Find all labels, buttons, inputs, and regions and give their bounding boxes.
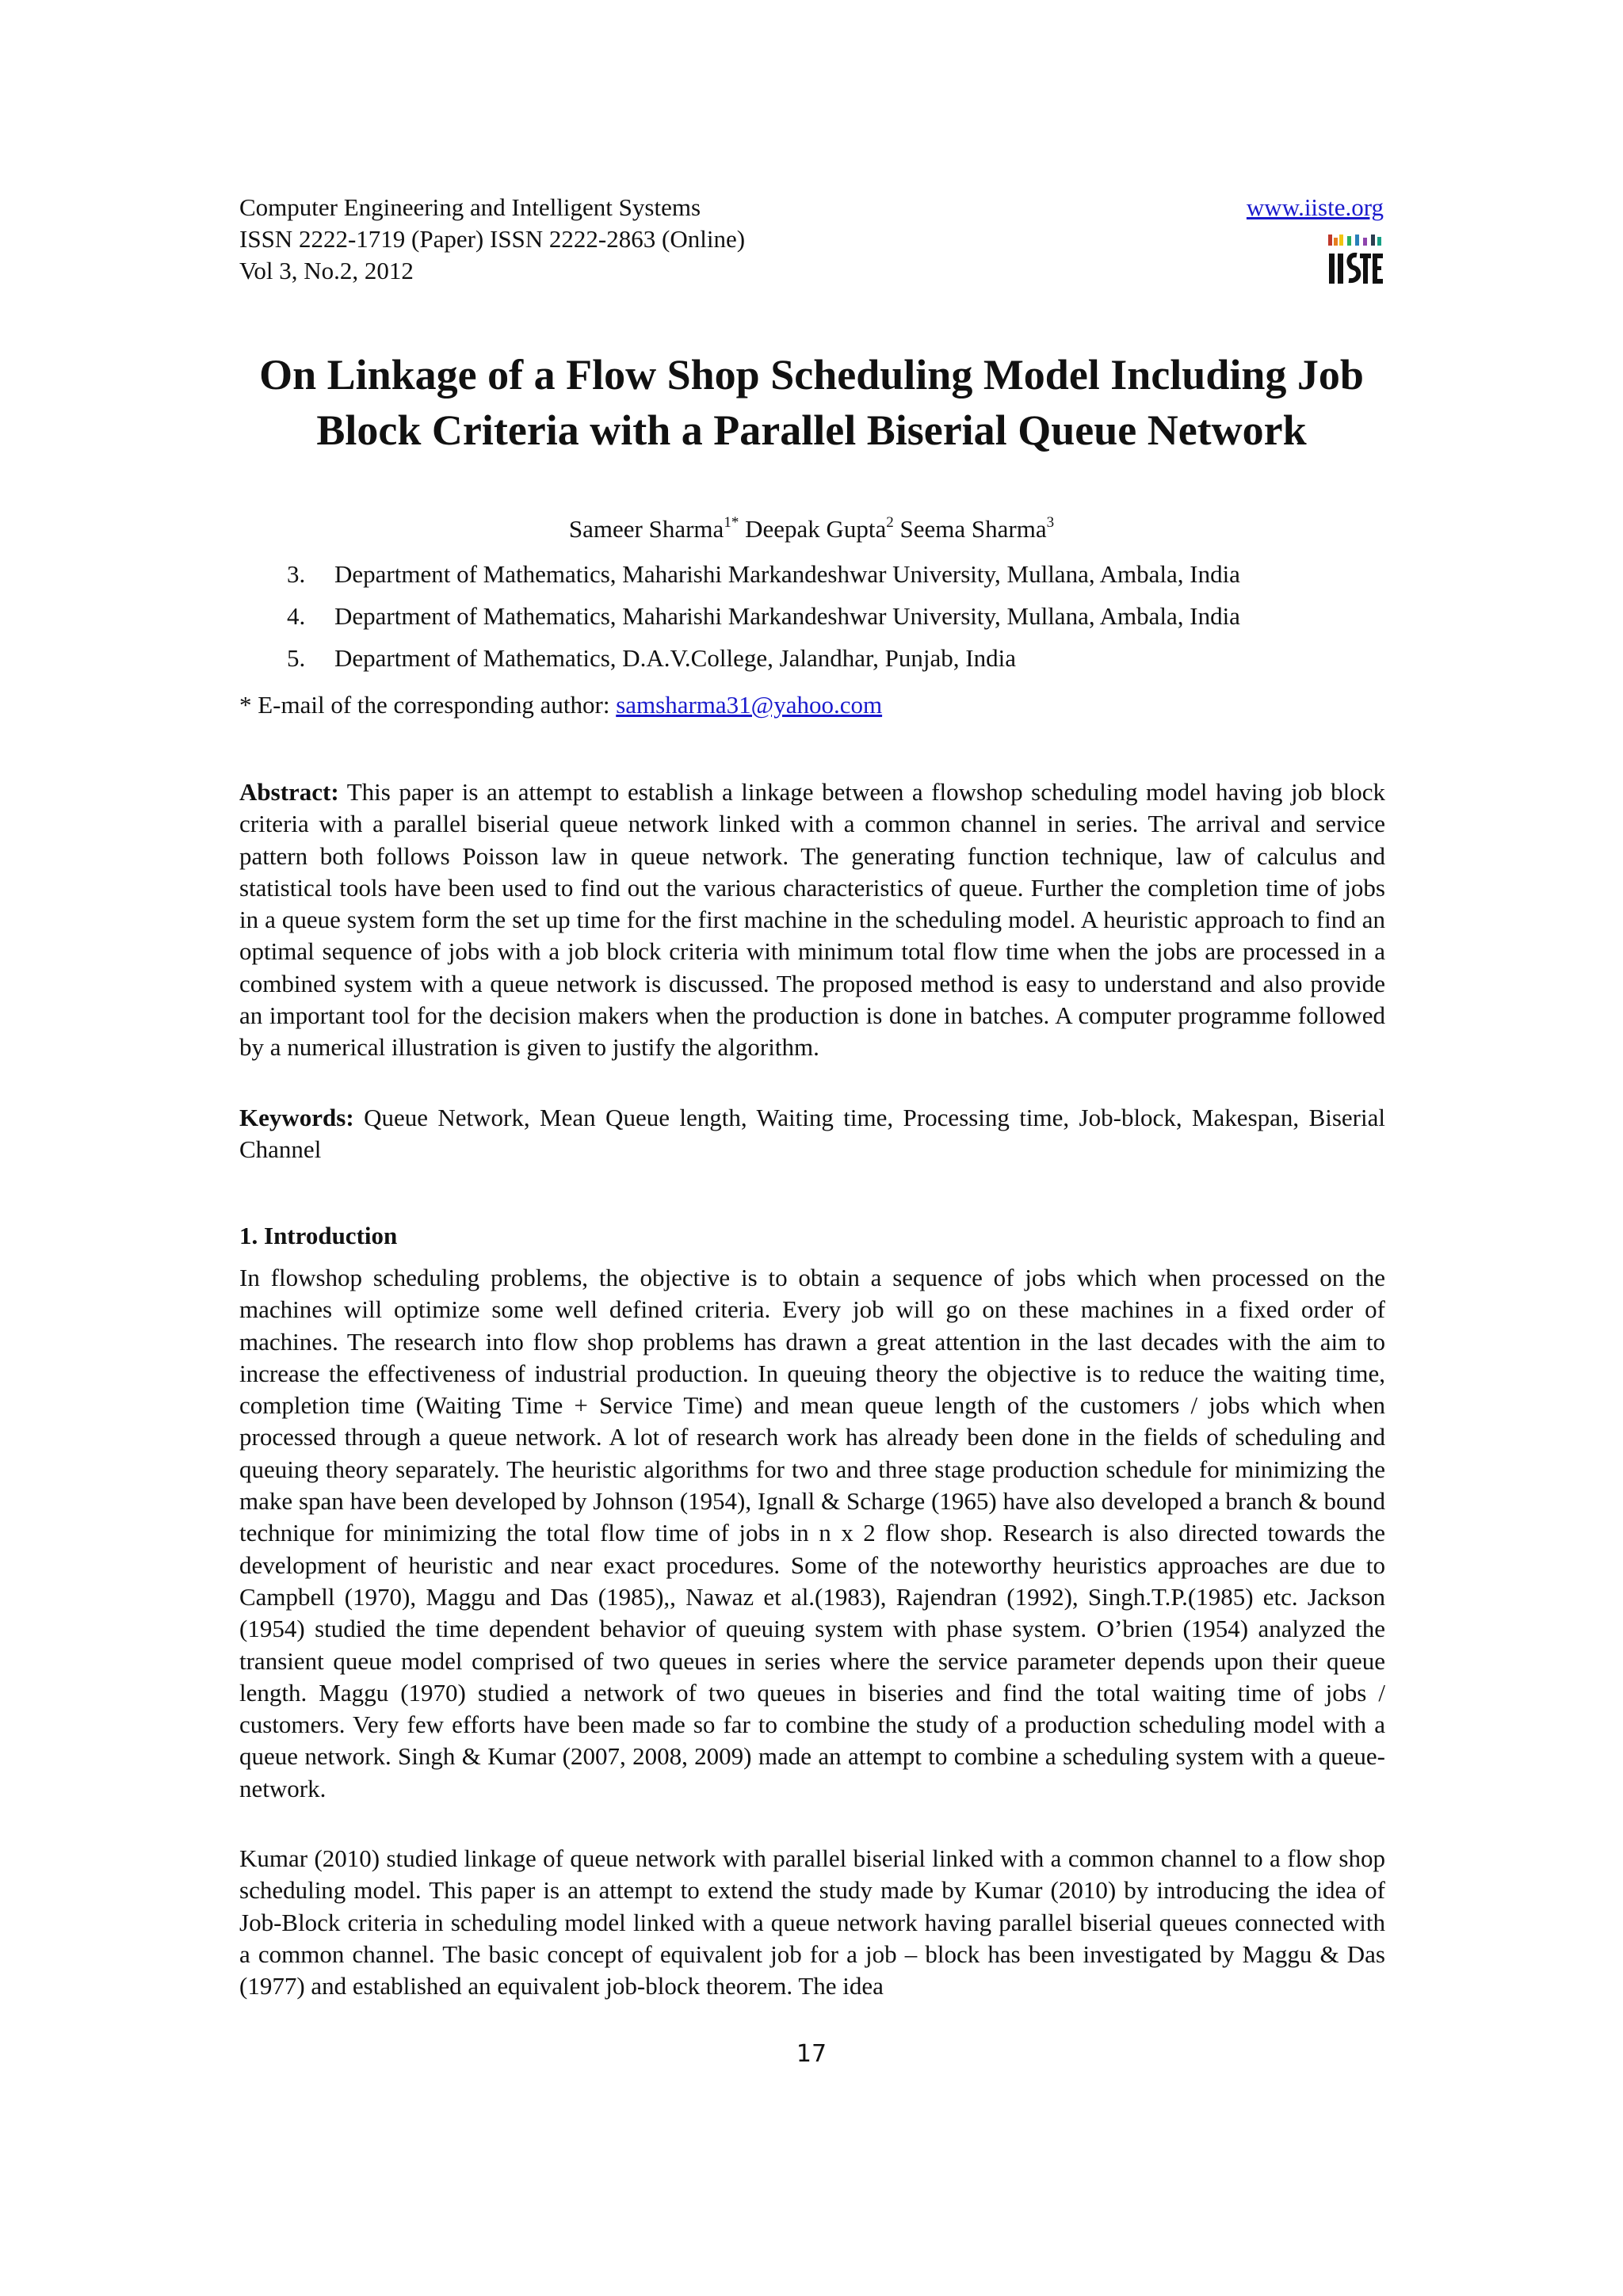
author-affiliation-mark: 2 — [886, 514, 894, 531]
author-affiliation-mark: 1* — [724, 514, 739, 531]
affiliation-number: 3. — [287, 560, 306, 588]
author-email-link[interactable]: samsharma31@yahoo.com — [616, 691, 883, 719]
affiliation-text: Department of Mathematics, Maharishi Markandeshwar University, Mullana, Ambala, India — [334, 560, 1240, 588]
journal-name: Computer Engineering and Intelligent Systems — [239, 193, 701, 221]
author-name: Deepak Gupta — [745, 515, 887, 543]
abstract-text: This paper is an attempt to establish a linkage between a flowshop scheduling model having job block criteria with a parallel biserial queue network linked with a common channel in series. The arrival and service pattern both follows Poisson law in queue network. The generating function technique, law of calculus and statistical tools have been used to find out the various characteristics of queue. Further the completion time of jobs in a queue system form the set up time for the first machine in the scheduling model. A heuristic approach to find an optimal sequence of jobs with a job block criteria with minimum total flow time when the jobs are processed in a combined system with a queue network is discussed. The proposed method is easy to understand and also provide an important tool for the decision makers when the production is done in batches. A computer programme followed by a numerical illustration is given to justify the algorithm. — [239, 778, 1385, 1062]
keywords-text: Queue Network, Mean Queue length, Waiting time, Processing time, Job-block, Makespan, Biserial Channel — [239, 1104, 1385, 1164]
affiliation-text: Department of Mathematics, Maharishi Markandeshwar University, Mullana, Ambala, India — [334, 602, 1240, 630]
affiliation-item — [287, 559, 1240, 590]
author-affiliation-mark: 3 — [1046, 514, 1055, 531]
affiliation-item — [287, 643, 1016, 674]
author-name: Seema Sharma — [899, 515, 1047, 543]
intro-paragraph: In flowshop scheduling problems, the objective is to obtain a sequence of jobs which when processed on the machines will optimize some well defined criteria. Every job will go on these machines in a fixed order of machines. The research into flow shop problems has drawn a great attention in the last decades with the aim to increase the effectiveness of industrial production. In queuing theory the objective is to reduce the waiting time, completion time (Waiting Time + Service Time) and mean queue length of the customers / jobs which when processed through a queue network. A lot of research work has already been done in the fields of scheduling and queuing theory separately. The heuristic algorithms for two and three stage production schedule for minimizing the make span have been developed by Johnson (1954), Ignall & Scharge (1965) have also developed a branch & bound technique for minimizing the total flow time of jobs in n x 2 flow shop. Research is also directed towards the development of heuristic and near exact procedures. Some of the noteworthy heuristics approaches are due to Campbell (1970), Maggu and Das (1985),, Nawaz et al.(1983), Rajendran (1992), Singh.T.P.(1985) etc. Jackson (1954) studied the time dependent behavior of queuing system with phase system. O’brien (1954) analyzed the transient queue model comprised of two queues in series where the service parameter depends upon their queue length. Maggu (1970) studied a network of two queues in biseries and find the total waiting time of jobs / customers. Very few efforts have been made so far to combine the study of a production scheduling model with a queue network. Singh & Kumar (2007, 2008, 2009) made an attempt to combine a scheduling system with a queue-network. — [239, 1264, 1385, 1802]
affiliation-number: 4. — [287, 602, 306, 630]
intro-paragraph: Kumar (2010) studied linkage of queue network with parallel biserial linked with a common channel to a flow shop scheduling model. This paper is an attempt to extend the study made by Kumar (2010) by introducing the idea of Job-Block criteria in scheduling model linked with a queue network having parallel biserial queues connected with a common channel. The basic concept of equivalent job for a job – block has been investigated by Maggu & Das (1977) and established an equivalent job-block theorem. The idea — [239, 1844, 1385, 2000]
paper-title: On Linkage of a Flow Shop Scheduling Model Including Job Block Criteria with a Parallel Biserial Queue Network — [259, 351, 1364, 454]
journal-volume: Vol 3, No.2, 2012 — [239, 257, 414, 284]
affiliation-number: 5. — [287, 644, 306, 672]
section-heading: 1. Introduction — [239, 1222, 398, 1249]
author-name: Sameer Sharma — [568, 515, 724, 543]
journal-issn: ISSN 2222-1719 (Paper) ISSN 2222-2863 (Online) — [239, 225, 746, 253]
affiliation-item — [287, 601, 1240, 632]
abstract-label: Abstract: — [239, 778, 339, 806]
keywords-label: Keywords: — [239, 1104, 354, 1131]
page-number: 17 — [796, 2040, 827, 2068]
author-list — [239, 513, 1384, 545]
keywords — [239, 1102, 1385, 1166]
journal-website-link[interactable]: www.iiste.org — [1246, 193, 1384, 221]
iiste-logo-icon — [1327, 233, 1384, 287]
corresponding-author — [239, 689, 882, 721]
affiliation-text: Department of Mathematics, D.A.V.College, Jalandhar, Punjab, India — [334, 644, 1016, 672]
email-label: * E-mail of the corresponding author: — [239, 691, 617, 719]
abstract — [239, 776, 1385, 1064]
journal-header — [239, 192, 745, 287]
